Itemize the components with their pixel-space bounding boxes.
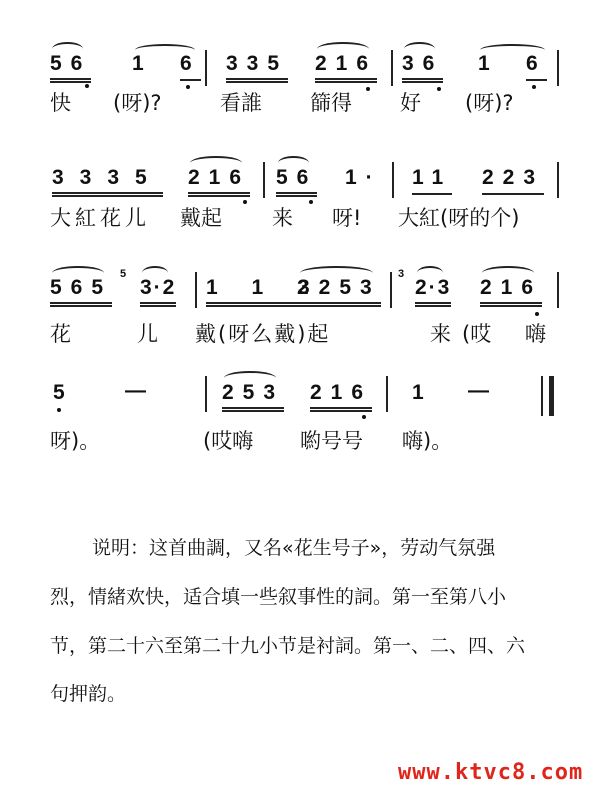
lyric: 来 (430, 322, 451, 346)
note-group: 223 (482, 166, 544, 195)
grace-note: 3 (398, 268, 405, 280)
slur (480, 44, 545, 56)
note-group: 3253 (298, 276, 381, 307)
lyric: 好 (400, 91, 421, 115)
lyric: (呀)? (465, 91, 514, 115)
note-group: 1 1 2 (206, 276, 323, 307)
low-octave-dot (366, 87, 370, 91)
lyric: 嗨)。 (402, 429, 453, 453)
note-group: 3·2 (140, 276, 176, 307)
lyric: (哎嗨 (203, 429, 254, 453)
low-octave-dot (362, 415, 366, 419)
dash: — (125, 379, 155, 402)
note-group: 5 (53, 381, 74, 404)
barline (386, 376, 388, 412)
note-group: 216 (188, 166, 250, 197)
note-group: 36 (402, 52, 443, 83)
barline (390, 272, 392, 308)
barline (392, 162, 394, 198)
note-group: 216 (310, 381, 372, 412)
barline (391, 50, 393, 86)
note-group: 3335 (52, 166, 163, 197)
final-barline-thin (541, 376, 543, 416)
low-octave-dot (437, 87, 441, 91)
lyric: 篩得 (310, 91, 352, 115)
note-group: 11 (412, 166, 452, 195)
lyric: 大紅花儿 (50, 206, 150, 230)
low-octave-dot (243, 200, 247, 204)
lyric: (呀)? (113, 91, 162, 115)
lyric: 快 (50, 91, 71, 115)
note-line: 说明：这首曲調，又名«花生号子»，劳动气氛强 (92, 537, 496, 559)
note-group: 2·3 (415, 276, 451, 307)
low-octave-dot (535, 312, 539, 316)
lyric: 呀! (332, 206, 362, 230)
lyric: 来 (272, 206, 293, 230)
lyric: 大紅(呀的个) (398, 206, 520, 230)
note-group: 216 (480, 276, 542, 307)
final-barline-thick (549, 376, 554, 416)
grace-note: 5 (120, 268, 127, 280)
low-octave-dot (532, 85, 536, 89)
barline (557, 162, 559, 198)
note-line: 烈，情緒欢快，适合填一些叙事性的詞。第一至第八小 (50, 586, 507, 608)
watermark: www.ktvc8.com (398, 760, 584, 785)
lyric: 呀)。 (50, 429, 101, 453)
lyric: 看誰 (220, 91, 262, 115)
barline (263, 162, 265, 198)
note-group: 6 (526, 52, 547, 81)
barline (557, 272, 559, 308)
low-octave-dot (186, 85, 190, 89)
lyric: (哎 (462, 322, 492, 346)
lyric: 戴起 (180, 206, 222, 230)
low-octave-dot (309, 200, 313, 204)
low-octave-dot (85, 84, 89, 88)
lyric: 儿 (137, 322, 158, 346)
barline (205, 50, 207, 86)
note-group: 6 (180, 52, 201, 81)
note-group: 1 (478, 52, 499, 75)
barline (205, 376, 207, 412)
note-group: 1 (132, 52, 153, 75)
note-group: 56 (50, 52, 91, 83)
lyric: 嗨 (525, 322, 546, 346)
note-group: 1 (412, 381, 433, 404)
dash: — (468, 379, 498, 402)
note-group: 565 (50, 276, 112, 307)
lyric: 花 (50, 322, 71, 346)
note-group: 56 (276, 166, 317, 197)
slur (135, 44, 195, 56)
lyric: 戴(呀么戴)起 (195, 322, 331, 346)
lyric: 喲号号 (300, 429, 363, 453)
low-octave-dot (57, 408, 61, 412)
note-group: 1· (345, 166, 382, 189)
barline (557, 50, 559, 86)
note-group: 253 (222, 381, 284, 412)
note-line: 句押韵。 (50, 683, 127, 705)
barline (195, 272, 197, 308)
note-group: 216 (315, 52, 377, 83)
note-line: 节，第二十六至第二十九小节是衬詞。第一、二、四、六 (50, 635, 526, 657)
note-group: 335 (226, 52, 288, 83)
